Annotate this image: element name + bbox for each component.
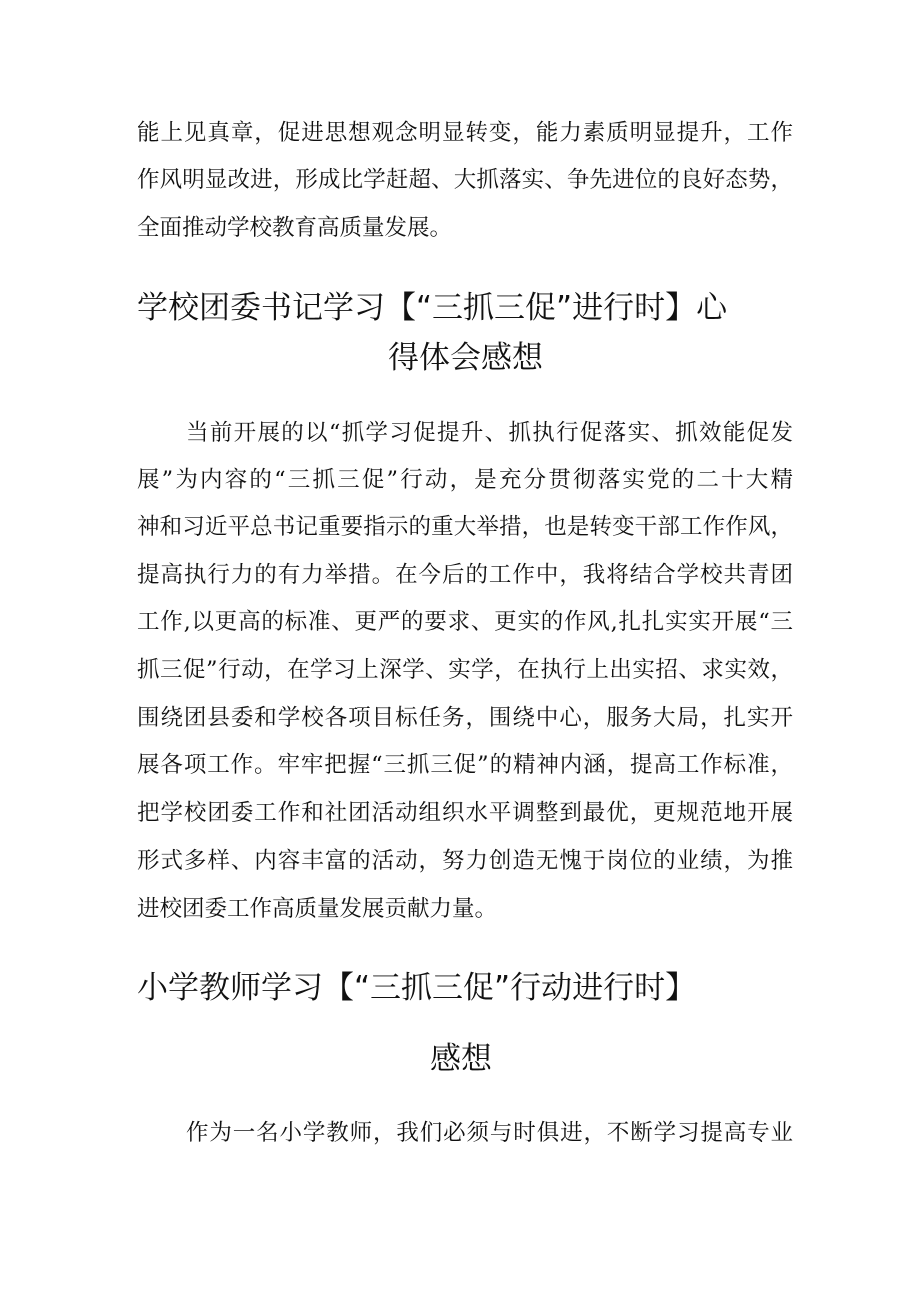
section2-title-line2: 感想	[430, 1041, 492, 1077]
section1-line-6: 抓三促”行动，在学习上深学、实学，在执行上出实招、求实效，	[137, 657, 793, 683]
intro-line-2: 作风明显改进，形成比学赶超、大抓落实、争先进位的良好态势，	[137, 167, 793, 193]
section1-line-2: 展”为内容的“三抓三促”行动，是充分贯彻落实党的二十大精	[137, 467, 793, 493]
section1-line-10: 形式多样、内容丰富的活动，努力创造无愧于岗位的业绩，为推	[137, 848, 793, 874]
intro-line-3: 全面推动学校教育高质量发展。	[137, 215, 453, 241]
section2-title-line1: 小学教师学习【“三抓三促”行动进行时】	[137, 970, 697, 1006]
section1-line-11: 进校团委工作高质量发展贡献力量。	[137, 896, 498, 922]
section1-title-line1: 学校团委书记学习【“三抓三促”进行时】心	[137, 290, 728, 326]
section1-line-9: 把学校团委工作和社团活动组织水平调整到最优，更规范地开展	[137, 800, 793, 826]
section1-line-7: 围绕团县委和学校各项目标任务，围绕中心，服务大局，扎实开	[137, 705, 793, 731]
section1-line-4: 提高执行力的有力举措。在今后的工作中，我将结合学校共青团	[137, 562, 793, 588]
section1-title-line2: 得体会感想	[388, 340, 543, 376]
section1-line-5: 工作,以更高的标准、更严的要求、更实的作风,扎扎实实开展“三	[137, 609, 793, 635]
section1-line-3: 神和习近平总书记重要指示的重大举措，也是转变干部工作作风，	[137, 514, 793, 540]
intro-line-1: 能上见真章，促进思想观念明显转变，能力素质明显提升，工作	[137, 120, 793, 146]
section2-line-1: 作为一名小学教师，我们必须与时俱进，不断学习提高专业	[186, 1120, 793, 1146]
section1-line-1: 当前开展的以“抓学习促提升、抓执行促落实、抓效能促发	[186, 420, 793, 446]
section1-line-8: 展各项工作。牢牢把握“三抓三促”的精神内涵，提高工作标准，	[137, 752, 793, 778]
